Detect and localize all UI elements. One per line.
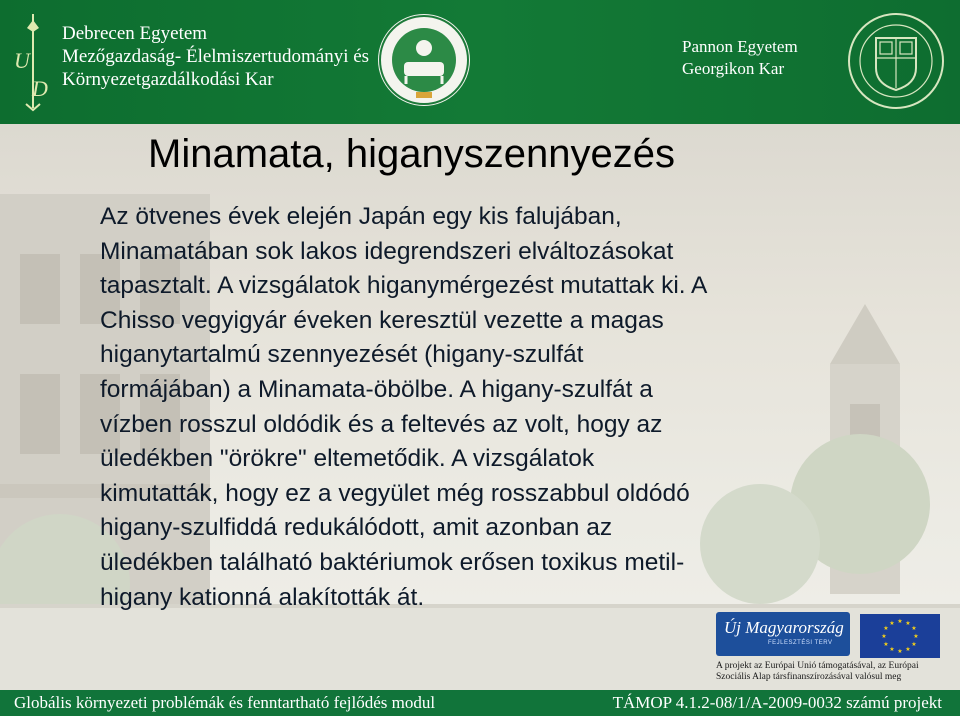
body-line: higany kationná alakították át. bbox=[100, 583, 425, 611]
svg-text:★: ★ bbox=[897, 618, 903, 625]
body-line: Chisso vegyigyár éveken keresztül vezette a magas bbox=[100, 306, 664, 334]
uj-logo-text: Új Magyarország bbox=[724, 618, 844, 637]
svg-text:★: ★ bbox=[913, 633, 919, 640]
svg-text:U: U bbox=[14, 48, 30, 73]
slide-body-text bbox=[100, 200, 880, 615]
faculty-seal-icon bbox=[376, 10, 472, 110]
eu-flag-icon bbox=[860, 614, 940, 658]
funding-note: A projekt az Európai Unió támogatásával, az Európai Szociális Alap társfinanszírozásával valósul meg bbox=[716, 661, 919, 682]
funding-box bbox=[716, 612, 942, 688]
left-university-name: Debrecen Egyetem Mezőgazdaság- Élelmiszertudományi és Környezetgazdálkodási Kar bbox=[62, 23, 370, 90]
body-line: Minamatában sok lakos idegrendszeri elváltozásokat bbox=[100, 237, 674, 265]
right-university-name: Pannon Egyetem Georgikon Kar bbox=[682, 37, 798, 78]
svg-text:★: ★ bbox=[905, 646, 911, 653]
uj-logo-subtext: FEJLESZTÉSI TERV bbox=[768, 640, 833, 646]
body-line: higany-szulfiddá redukálódott, amit azonban az bbox=[100, 514, 613, 542]
footer-project-id: TÁMOP 4.1.2-08/1/A-2009-0032 számú projekt bbox=[612, 693, 942, 712]
svg-text:★: ★ bbox=[881, 633, 887, 640]
slide-title: Minamata, higanyszennyezés bbox=[148, 132, 675, 176]
body-line: formájában) a Minamata-öbölbe. A higany-szulfát a bbox=[100, 375, 653, 403]
svg-text:★: ★ bbox=[889, 620, 895, 627]
header-band bbox=[0, 0, 960, 124]
body-line: Az ötvenes évek elején Japán egy kis falujában, bbox=[100, 203, 622, 230]
body-line: vízben rosszul oldódik és a feltevés az volt, hogy az bbox=[100, 410, 663, 438]
svg-text:★: ★ bbox=[897, 648, 903, 655]
svg-text:★: ★ bbox=[883, 641, 889, 648]
svg-text:★: ★ bbox=[905, 620, 911, 627]
svg-text:D: D bbox=[32, 76, 48, 101]
body-line: tapasztalt. A vizsgálatok higanymérgezést mutattak ki. A bbox=[100, 272, 708, 300]
svg-text:★: ★ bbox=[889, 646, 895, 653]
svg-text:★: ★ bbox=[911, 641, 917, 648]
body-line: üledékben található baktériumok erősen toxikus metil- bbox=[100, 548, 685, 576]
body-line: higanytartalmú szennyezését (higany-szulfát bbox=[100, 341, 584, 369]
footer-bar bbox=[0, 690, 960, 716]
pannon-seal-icon bbox=[846, 10, 946, 112]
svg-text:★: ★ bbox=[883, 625, 889, 632]
body-line: kimutatták, hogy ez a vegyület még rosszabbul oldódó bbox=[100, 479, 690, 507]
body-line: üledékben "örökre" eltemetődik. A vizsgálatok bbox=[100, 445, 595, 473]
uj-magyarorszag-logo bbox=[716, 612, 850, 656]
svg-text:★: ★ bbox=[911, 625, 917, 632]
ud-logo-icon bbox=[10, 12, 56, 112]
footer-module-name: Globális környezeti problémák és fenntartható fejlődés modul bbox=[14, 693, 436, 712]
